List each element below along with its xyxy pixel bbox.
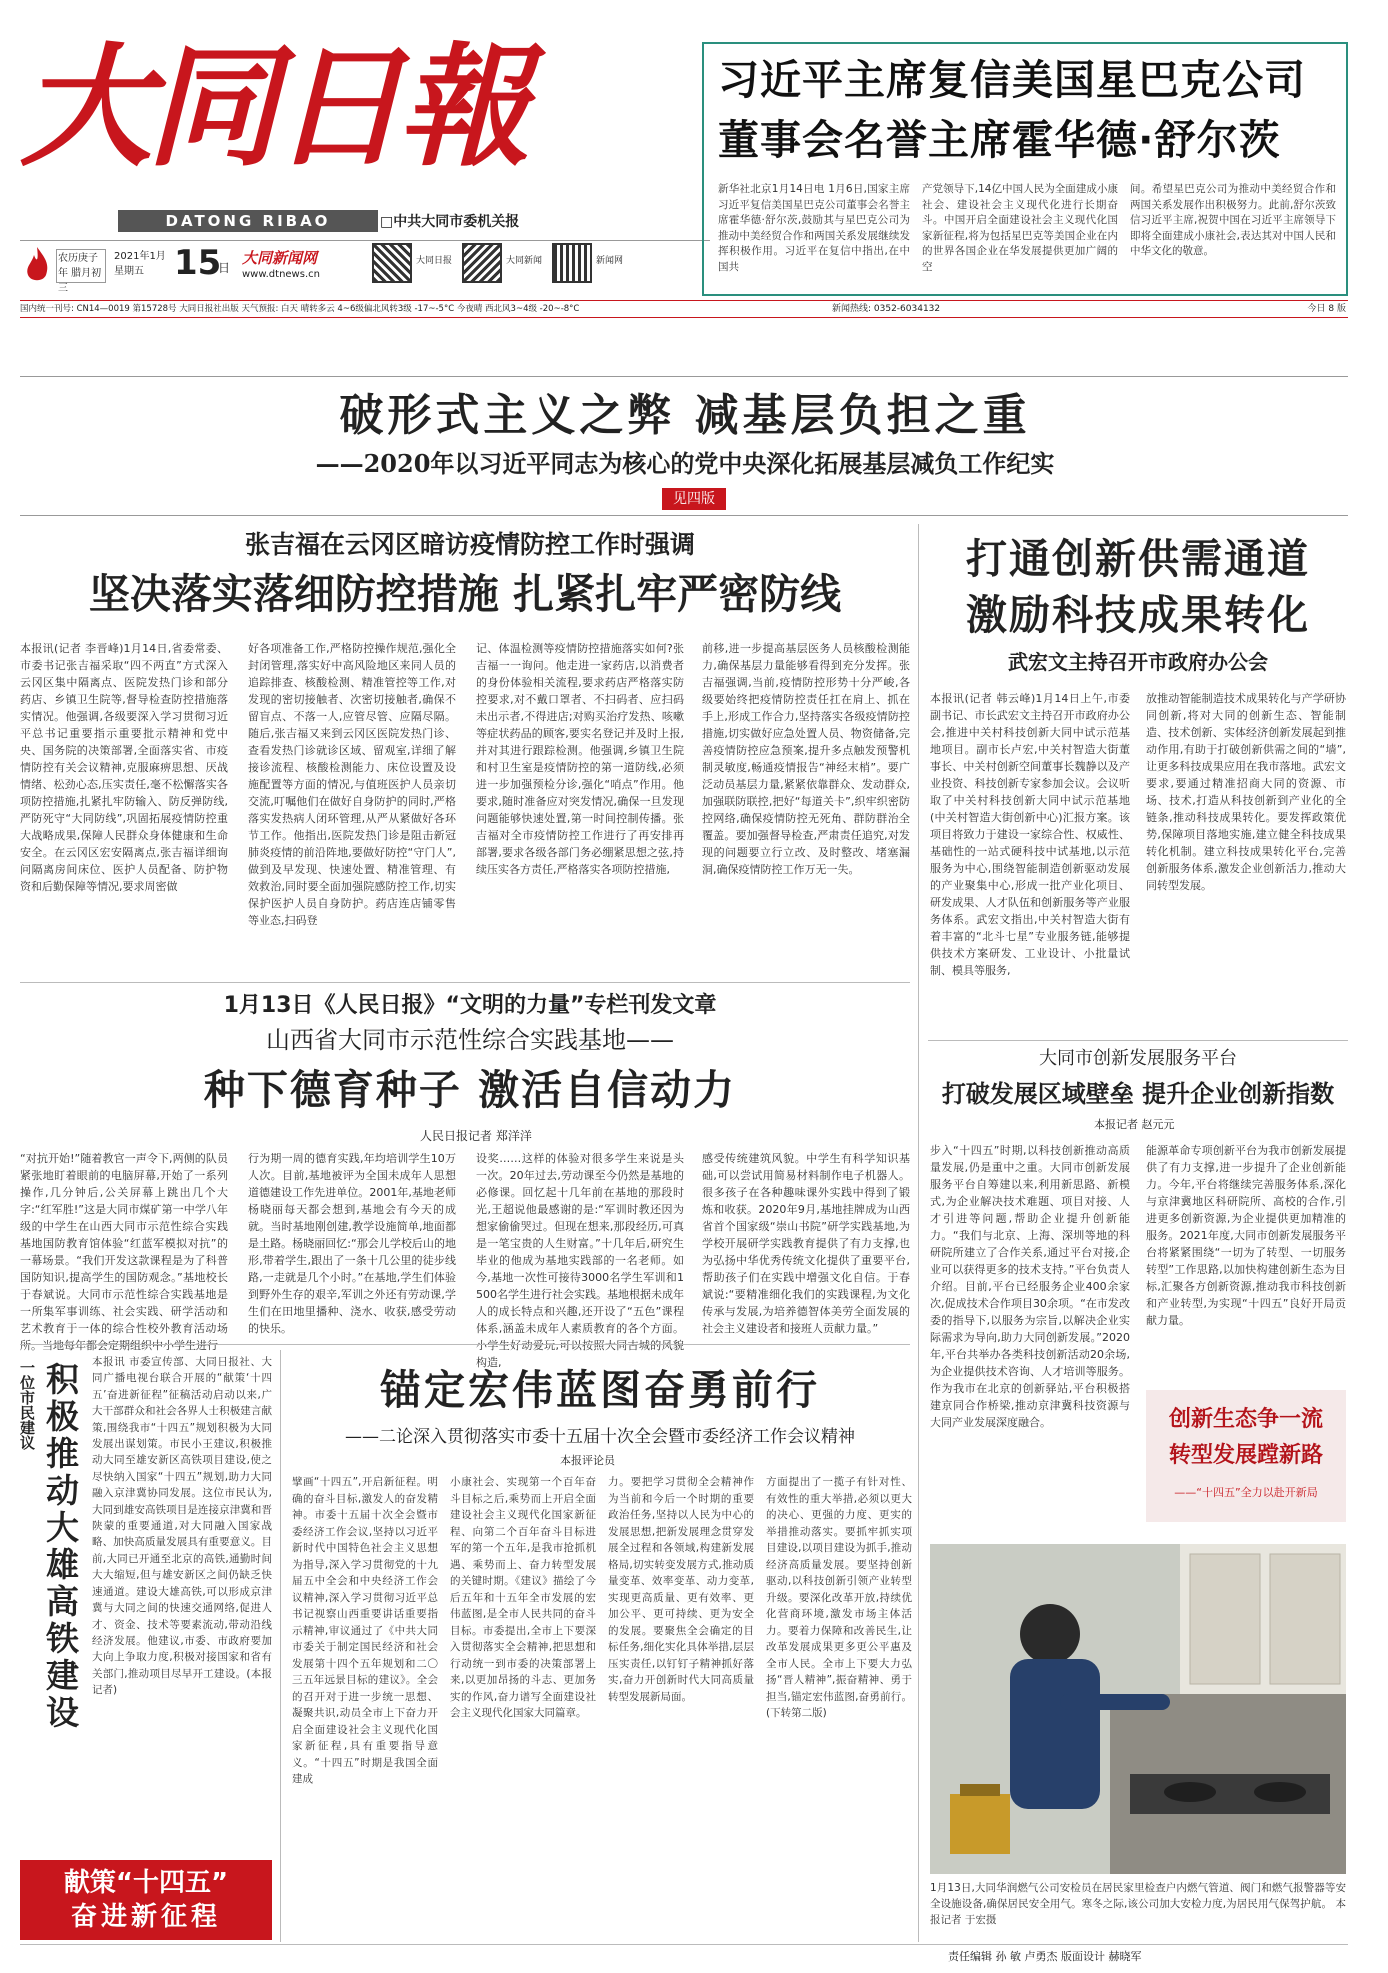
story-zhang-col-3: 记、体温检测等疫情防控措施落实如何?张吉福一一询问。他走进一家药店,以消费者的身份体验相关流程,要求药店严格落实防控要求,对不戴口罩者、不扫码者、应扫码未出示者,不得进店;对购买治疗发热、咳嗽等症状药品的顾客,要实名登记并及时上报,并对其进行跟踪检测。他强调,乡镇卫生院和村卫生室是疫情防控的第一道防线,必须进一步加强预检分诊,强化“哨点”作用。他要求,随时准备应对突发情况,确保一旦发现问题能够快速处置,第一时间控制传播。张吉福对全市疫情防控工作进行了再安排再部署,要求各级各部门务必绷紧思想之弦,持续压实各方责任,严格落实各项防控措施,	[476, 642, 684, 876]
promo-box	[1146, 1390, 1346, 1522]
story-people-col-3: 设奖……这样的体验对很多学生来说是头一次。20年过去,劳动课至今仍然是基地的必修课。回忆起十几年前在基地的那段时光,王超说他最感谢的是:“军训时教还因为想家偷偷哭过。但现在想来,那段经历,可真是一笔宝贵的人生财富。”十几年后,研究生毕业的他成为基地实践部的一名老师。如今,基地一次性可接待3000名学生军训和1500名学生进行社会实践。基地根据未成年人的成长特点和兴趣,还开设了“五色”课程体系,涵盖未成年人素质教育的各个方面。小学生好动爱玩,可以按照大同古城的风貌构造,	[476, 1152, 684, 1369]
promo-line-2: 转型发展蹚新路	[1168, 1443, 1323, 1468]
flame-icon	[22, 245, 52, 283]
editorial-subtitle: ——二论深入贯彻落实市委十五届十次全会暨市委经济工作会议精神	[345, 1427, 855, 1447]
story-zhang-col-1: 本报讯(记者 李晋峰)1月14日,省委常委、市委书记张吉福采取“四不两直”方式深入云冈区集中隔离点、医院发热门诊和部分药店、乡镇卫生院等,督导检查防控措施落实情况。他强调,各级要深入学习贯彻习近平总书记重要指示重要批示精神和党中央、国务院的决策部署,全面落实省、市疫情防控有关会议精神,克服麻痹思想、厌战情绪、松劲心态,压实责任,毫不松懈落实各项防控措施,扎紧扎牢防输入、防反弹防线,严防死守“大同防线”,巩固拓展疫情防控重大战略成果,保障人民群众身体健康和生命安全。在云冈区宏安隔离点,张吉福详细询问隔离房间床位、医护人员配备、防护物资和后勤保障等情况,要求周密做	[20, 642, 228, 893]
story-wu-col-2: 放推动智能制造技术成果转化与产学研协同创新,将对大同的创新生态、智能制造、技术创新、实体经济创新发展起到推动作用,有助于打破创新供需之间的“墙”,让更多科技成果应用在我市落地。武宏文要求,要通过精准招商大同的资源、市场、技术,打造从科技创新到产业化的全链条,推动科技成果转化。要发挥政策优势,保障项目落地实施,建立健全科技成果转化机制。建立科技成果转化平台,完善创新服务体系,激发企业创新活力,推动大同转型发展。	[1146, 692, 1346, 892]
pinyin-name: DATONG RIBAO	[118, 210, 378, 232]
editorial-col-2: 小康社会、实现第一个百年奋斗目标之后,乘势而上开启全面建设社会主义现代化国家新征程、向第二个百年奋斗目标进军的第一个五年,是我市抢抓机遇、乘势而上、奋力转型发展的关键时期。《建议》描绘了今后五年和十五年全市发展的宏伟蓝图,是全市人民共同的奋斗目标。市委提出,全市上下要深入贯彻落实全会精神,把思想和行动统一到市委的决策部署上来,以更加昂扬的斗志、更加务实的作风,奋力谱写全面建设社会主义现代化国家大同篇章。	[450, 1476, 596, 1719]
hotline: 新闻热线: 0352-6034132	[832, 304, 941, 314]
story-rail	[20, 1350, 272, 1942]
story-platform-title: 打破发展区域壁垒 提升企业创新指数	[941, 1080, 1335, 1108]
top-story-col-2: 产党领导下,14亿中国人民为全面建成小康社会、建设社会主义现代化进行长期奋斗。中国开启全面建设社会主义现代化国家新征程,将为包括星巴克等美国企业在内的世界各国企业在华发展提供更加广阔的空	[922, 183, 1118, 273]
top-story-title-2: 董事会名誉主席霍华德·舒尔茨	[718, 116, 1281, 164]
photo-caption: 1月13日,大同华润燃气公司安检员在居民家里检查户内燃气管道、阀门和燃气报警器等安全设施设备,确保居民安全用气。寒冬之际,该公司加大安检力度,为居民用气保驾护航。 本报记者 于宏摄	[930, 1882, 1346, 1926]
qr-label-2: 大同新闻	[506, 256, 543, 266]
divider-people	[20, 1344, 910, 1345]
top-story-col-3: 间。希望星巴克公司为推动中美经贸合作和两国关系发展作出积极努力。此前,舒尔茨致信习近平主席,祝贺中国在习近平主席领导下即将全面建成小康社会,表达其对中国人民和中华文化的敬意。	[1130, 183, 1336, 257]
top-story	[702, 42, 1348, 296]
rail-divider	[280, 1350, 281, 1942]
rail-side-label: 一位市民建议	[18, 1360, 36, 1450]
story-wu-title-2: 激励科技成果转化	[966, 591, 1310, 639]
divider-wu	[928, 1040, 1348, 1041]
story-platform-kicker: 大同市创新发展服务平台	[1039, 1048, 1237, 1069]
editorial-col-1: 擘画“十四五”,开启新征程。明确的奋斗目标,激发人的奋发精神。市委十五届十次全会暨市委经济工作会议,坚持以习近平新时代中国特色社会主义思想为指导,深入学习贯彻党的十九届五中全会和中央经济工作会议精神,深入学习贯彻习近平总书记视察山西重要讲话重要指示精神,审议通过了《中共大同市委关于制定国民经济和社会发展第十四个五年规划和二〇三五年远景目标的建议》。全会的召开对于进一步统一思想、凝聚共识,动员全市上下奋力开启全面建设社会主义现代化国家新征程,具有重要指导意义。“十四五”时期是我国全面建成	[292, 1476, 438, 1785]
story-zhang-title: 坚决落实落细防控措施 扎紧扎牢严密防线	[88, 570, 842, 618]
organ-label: □中共大同市委机关报	[380, 214, 520, 230]
top-story-title-1: 习近平主席复信美国星巴克公司	[718, 56, 1306, 104]
editorial-col-3: 力。要把学习贯彻全会精神作为当前和今后一个时期的重要政治任务,坚持以人民为中心的发展思想,把新发展理念贯穿发展全过程和各领域,构建新发展格局,切实转变发展方式,推动质量变革、效率变革、动力变革,实现更高质量、更有效率、更加公平、更可持续、更为安全的发展。要聚焦全会确定的目标任务,细化实化具体举措,层层压实责任,以钉钉子精神抓好落实,奋力开创新时代大同高质量转型发展新局面。	[608, 1476, 754, 1703]
see-page-badge[interactable]: 见四版	[662, 488, 726, 510]
story-wu-subtitle: 武宏文主持召开市政府办公会	[1008, 650, 1268, 674]
story-people-kicker: 1月13日《人民日报》“文明的力量”专栏刊发文章	[223, 993, 717, 1018]
web-url[interactable]: www.dtnews.cn	[242, 269, 320, 280]
info-bar-text: 国内统一刊号: CN14—0019 第15728号 大同日报社出版 天气预报: 白天 晴转多云 4~6级偏北风转3级 -17~-5°C 今夜晴 西北风3~4级 -20~-8°C	[20, 304, 580, 314]
newspaper-logo: 大同日報	[20, 30, 524, 185]
story-people-byline: 人民日报记者 郑洋洋	[420, 1129, 532, 1143]
story-platform-col-2: 能源革命专项创新平台为我市创新发展提供了有力支撑,进一步提升了企业创新能力。今年,平台将继续完善服务体系,深化与京津冀地区科研院所、高校的合作,引进更多创新资源,为企业提供更加精准的服务。2021年度,大同市创新发展服务平台将紧紧围绕“一切为了转型、一切服务转型”工作思路,以加快构建创新生态为目标,汇聚各方创新资源,推动我市科技创新和产业转型,为实现“十四五”良好开局贡献力量。	[1146, 1144, 1346, 1327]
page-count: 今日 8 版	[1307, 304, 1346, 314]
story-platform-byline: 本报记者 赵元元	[1094, 1118, 1175, 1131]
rail-text: 本报讯 市委宣传部、大同日报社、大同广播电视台联合开展的“献策‘十四五’奋进新征程”征稿活动启动以来,广大干部群众和社会各界人士积极建言献策,围绕我市“十四五”规划积极为大同发展出谋划策。市民小王建议,积极推动大同至雄安新区高铁项目建设,使之尽快纳入国家“十四五”规划,助力大同融入京津冀协同发展。这位市民认为,大同到雄安高铁项目是连接京津冀和晋陕蒙的重要通道,对大同融入国家战略、加快高质量发展具有重要意义。目前,大同已开通至北京的高铁,通勤时间大大缩短,但与雄安新区之间仍缺乏快速通道。建设大雄高铁,可以形成京津冀与大同之间的快速交通网络,促进人才、资金、技术等要素流动,带动沿线经济发展。他建议,市委、市政府要加大向上争取力度,积极对接国家和省有关部门,推动项目尽早开工建设。(本报记者)	[92, 1356, 272, 1697]
rail-footer-badge	[20, 1860, 272, 1940]
qr-code-1	[372, 243, 412, 283]
web-logo[interactable]: 大同新闻网	[242, 249, 318, 267]
lunar-date: 农历庚子年 腊月初三	[56, 249, 106, 283]
top-story-col-1: 新华社北京1月14日电 1月6日,国家主席习近平复信美国星巴克公司董事会名誉主席霍华德·舒尔茨,鼓励其与星巴克公司为推动中美经贸合作和两国关系发展继续发挥积极作用。习近平在复信中指出,在中国共	[718, 183, 910, 273]
banner-title: 破形式主义之弊 减基层负担之重	[339, 390, 1031, 441]
main-column-divider	[918, 524, 919, 1942]
story-people-subkicker: 山西省大同市示范性综合实践基地——	[266, 1026, 674, 1054]
story-zhang-kicker: 张吉福在云冈区暗访疫情防控工作时强调	[244, 530, 695, 559]
promo-sub: ——“十四五”全力以赴开新局	[1174, 1486, 1318, 1499]
rail-vertical-title: 积极推动大雄高铁建设	[41, 1362, 80, 1732]
story-zhang-col-2: 好各项准备工作,严格防控操作规范,强化全封闭管理,落实好中高风险地区来同人员的追踪排查、核酸检测、精准管控等工作,对发现的密切接触者、次密切接触者,确保不留盲点、不落一人,应管尽管、应隔尽隔。随后,张吉福又来到云冈区医院发热门诊、查看发热门诊就诊区域、留观室,详细了解接诊流程、核酸检测能力、床位设置及设施配置等方面的情况,与值班医护人员亲切交流,叮嘱他们在做好自身防护的同时,严格落实发热病人闭环管理,从严从紧做好各环节工作。他指出,医院发热门诊是阻击新冠肺炎疫情的前沿阵地,要做好防控“守门人”,做到及早发现、快速处置、精准管理、有效救治,同时要全面加强院感防控工作,切实保护医护人员自身防护。药店连店铺零售等业态,扫码登	[248, 642, 456, 927]
story-wu-col-1: 本报讯(记者 韩云峰)1月14日上午,市委副书记、市长武宏文主持召开市政府办公会,推进中关村科技创新大同中试示范基地项目。副市长卢宏,中关村智造大街董事长、中关村创新空间董事长魏静以及产业投资、科技创新专家参加会议。会议听取了中关村科技创新大同中试示范基地(中关村智造大街创新中心)汇报方案。该项目将致力于建设一家综合性、权威性、基础性的一站式硬科技中试基地,以示范服务为中心,围绕智能制造创新驱动发展的产业聚集中心,形成一批产业化项目、研发成果、人才队伍和创新服务等产业服务体系。武宏文指出,中关村智造大街有着丰富的“北斗七星”专业服务链,能够提供技术方案研发、工业设计、小批量试制、模具等服务,	[930, 692, 1130, 977]
promo-line-1: 创新生态争一流	[1168, 1407, 1323, 1432]
footer-editors: 责任编辑 孙 敏 卢勇杰 版面设计 赫晓军	[948, 1950, 1142, 1963]
day-unit: 日	[218, 261, 231, 275]
masthead	[20, 18, 710, 294]
qr-label-1: 大同日报	[416, 256, 453, 266]
news-photo	[930, 1544, 1346, 1874]
info-bar	[20, 300, 1348, 318]
banner-subtitle: ——2020年以习近平同志为核心的党中央深化拓展基层减负工作纪实	[315, 449, 1055, 478]
editorial-byline: 本报评论员	[560, 1454, 615, 1467]
day-number: 15	[174, 243, 222, 283]
story-people-title: 种下德育种子 激活自信动力	[203, 1066, 737, 1114]
qr-label-3: 新闻网	[596, 256, 624, 266]
solar-date: 2021年1月 星期五	[114, 251, 166, 277]
story-people-col-4: 感受传统建筑风貌。中学生有科学知识基础,可以尝试用简易材料制作电子机器人。很多孩子在各种趣味课外实践中得到了锻炼和收获。2020年9月,基地挂牌成为山西省首个国家级“崇山书院”研学实践基地,为学校开展研学实践教育提供了有力支撑,也为弘扬中华优秀传统文化提供了重要平台,帮助孩子们在实践中增强文化自信。于春斌说:“要精准细化我们的实践课程,为文化传承与发展,为培养德智体美劳全面发展的社会主义建设者和接班人贡献力量。”	[702, 1152, 910, 1335]
story-people-col-2: 行为期一周的德育实践,年均培训学生10万人次。目前,基地被评为全国未成年人思想道德建设工作先进单位。2001年,基地老师杨晓丽每天都会想到,基地会有今天的成就。当时基地刚创建,教学设施简单,地面都是土路。杨晓丽回忆:“那会儿学校后山的地形,带着学生,跟出了一条十几公里的徒步线路,一走就是几个小时。”在基地,学生们体验到野外生存的艰辛,军训之外还有劳动课,学生们在田地里播种、浇水、收获,感受劳动的快乐。	[248, 1152, 456, 1335]
divider-zhang	[20, 982, 910, 983]
qr-code-2	[462, 243, 502, 283]
editorial-col-4: 方面提出了一揽子有针对性、有效性的重大举措,必须以更大的决心、更强的力度、更实的举措推动落实。要抓牢抓实项目建设,以项目建设为抓手,推动经济高质量发展。要坚持创新驱动,以科技创新引领产业转型升级。要深化改革开放,持续优化营商环境,激发市场主体活力。要着力保障和改善民生,让改革发展成果更多更公平惠及全市人民。全市上下要大力弘扬“晋人精神”,振奋精神、勇于担当,锚定宏伟蓝图,奋勇前行。(下转第二版)	[766, 1476, 912, 1719]
rail-footer-line-1: 献策“十四五”	[63, 1868, 229, 1898]
story-wu-title-1: 打通创新供需通道	[966, 535, 1310, 583]
date-row	[20, 240, 710, 294]
qr-code-3	[552, 243, 592, 283]
story-people-col-1: “对抗开始!”随着教官一声令下,两侧的队员紧张地盯着眼前的电脑屏幕,开始了一系列操作,几分钟后,公关屏幕上跳出几个大字:“红军胜!”这是大同市煤矿第一中学八年级的中学生在山西大同市示范性综合实践基地国防教育馆体验“红蓝军模拟对抗”的一幕场景。“我们开发这款课程是为了科普国防知识,提高学生的国防观念。”基地校长于春斌说。大同市示范性综合实践基地是一所集军事训练、社会实践、研学活动和艺术教育于一体的综合性校外教育活动场所。当地每年都会定期组织中小学生进行	[20, 1152, 228, 1352]
story-platform-col-1: 步入“十四五”时期,以科技创新推动高质量发展,仍是重中之重。大同市创新发展服务平台自筹建以来,利用新思路、新模式,为企业解决技术难题、项目对接、人才引进等问题,帮助企业提升创新能力。“我们与北京、上海、深圳等地的科研院所建立了合作关系,通过平台对接,企业可以获得更多的技术支持。”平台负责人介绍。目前,平台已经服务企业400余家次,促成技术合作项目30余项。“在市发改委的指导下,以服务为宗旨,以解决企业实际需求为导向,助力大同创新发展。”2020年,平台共举办各类科技创新活动20余场,为企业提供技术咨询、人才培训等服务。作为我市在北京的创新驿站,平台积极搭建京同合作桥梁,推动京津冀科技资源与大同产业发展深度融合。	[930, 1144, 1130, 1429]
story-zhang-col-4: 前移,进一步提高基层医务人员核酸检测能力,确保基层力量能够看得到充分发挥。张吉福强调,当前,疫情防控形势十分严峻,各级要始终把疫情防控责任扛在肩上、抓在手上,形成工作合力,坚持落实各级疫情防控措施,切实做好应急处置人员、物资储备,完善疫情防控应急预案,提升多点触发预警机制灵敏度,畅通疫情报告“神经末梢”。要广泛动员基层力量,紧紧依靠群众、发动群众,加强联防联控,把好“每道关卡”,织牢织密防控网络,确保疫情防控无死角、群防群治全覆盖。要加强督导检查,严肃责任追究,对发现的问题要立行立改、及时整改、堵塞漏洞,确保疫情防控工作万无一失。	[702, 642, 910, 876]
rail-footer-line-2: 奋进新征程	[70, 1902, 221, 1932]
footer-rule	[20, 1944, 1348, 1945]
editorial-title: 锚定宏伟蓝图奋勇前行	[380, 1366, 820, 1414]
